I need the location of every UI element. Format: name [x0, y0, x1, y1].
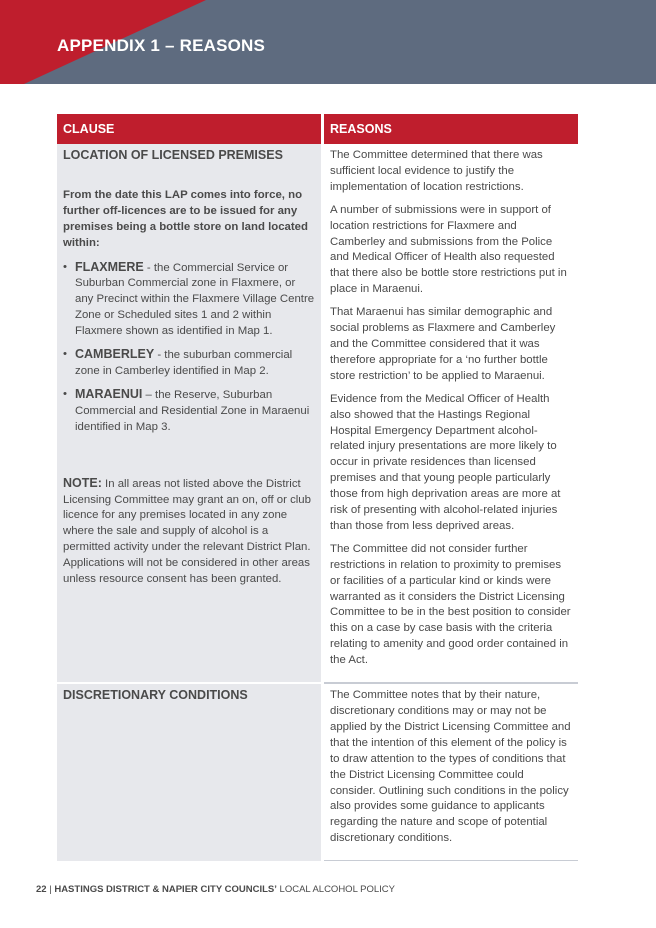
reasons-cell: [323, 683, 579, 861]
note-label: NOTE:: [63, 475, 102, 490]
table-row: [57, 144, 578, 683]
reason-paragraph: The Committee did not consider further restrictions in relation to proximity to premises or facilities of a particular kind or kinds were warranted as it considers the District Licensing Committee to be in the best position to consider this on a case by case basis with the criteria relating to amenity and good order contained in the Act.: [330, 542, 571, 667]
reason-paragraph: The Committee notes that by their nature, discretionary conditions may or may not be applied by the District Licensing Committee and that the intention of this element of the policy is to draw attention to the types of conditions that the District Licensing Committee could consider. Outlining such conditions in the policy also provides some guidance to applicants regarding the nature and scope of potential discretionary conditions.: [330, 689, 571, 845]
clause-note: [63, 476, 315, 588]
list-item: [63, 347, 315, 380]
note-text: In all areas not listed above the District Licensing Committee may grant an on, off or club licence for any premises located in any zone where the sale and supply of alcohol is a permitted activity under the relevant District Plan. Applications will not be considered in other areas unless resource consent has been granted.: [63, 477, 311, 586]
reasons-table: [57, 114, 578, 861]
reasons-cell: [323, 144, 579, 683]
footer-document-title: LOCAL ALCOHOL POLICY: [276, 884, 395, 895]
area-name: MARAENUI: [75, 386, 143, 401]
area-name: CAMBERLEY: [75, 347, 155, 362]
clause-title: DISCRETIONARY CONDITIONS: [63, 688, 248, 703]
page-header: [0, 0, 656, 84]
clause-cell: [57, 683, 323, 861]
list-item: [63, 260, 315, 341]
footer-organisation: HASTINGS DISTRICT & NAPIER CITY COUNCILS’: [54, 884, 277, 895]
area-description: - the suburban commercial zone in Camberley identified in Map 2.: [75, 349, 293, 377]
page-number: 22: [36, 884, 47, 895]
clause-title: LOCATION OF LICENSED PREMISES: [63, 148, 283, 162]
area-list: [63, 260, 315, 436]
reason-paragraph: Evidence from the Medical Officer of Health also showed that the Hastings Regional Hospital Emergency Department alcohol-related injury presentations are more likely to occur in private residences than licensed premises and that young people particularly those from high deprivation areas are more at risk of presenting with alcohol-related injuries than those from less deprived areas.: [330, 392, 561, 532]
reason-paragraph: The Committee determined that there was sufficient local evidence to justify the implementation of location restrictions.: [330, 149, 543, 193]
table-header-row: [57, 114, 578, 144]
table-row: [57, 683, 578, 861]
column-header-reasons: REASONS: [323, 114, 579, 144]
list-item: [63, 387, 315, 436]
reason-paragraph: A number of submissions were in support of location restrictions for Flaxmere and Camberley and submissions from the Police and Medical Officer of Health also requested that there also be bottle store restrictions put in place in Maraenui.: [330, 203, 567, 296]
area-description: - the Commercial Service or Suburban Commercial zone in Flaxmere, or any Precinct within the Flaxmere Village Centre Zone or Scheduled sites 1 and 2 within Flaxmere shown as identified in Map 1.: [75, 261, 315, 338]
clause-cell: [57, 144, 323, 683]
clause-intro: From the date this LAP comes into force, no further off-licences are to be issued for any premises being a bottle store on land located within:: [63, 188, 308, 249]
page-title: APPENDIX 1 – REASONS: [57, 36, 266, 55]
column-header-clause: CLAUSE: [57, 114, 323, 144]
footer-separator: |: [46, 884, 55, 895]
reason-paragraph: That Maraenui has similar demographic and social problems as Flaxmere and Camberley and the Committee considered that it was therefore appropriate for a ‘no further bottle store restriction’ to be applied to Maraenui.: [330, 306, 556, 382]
page-footer: [36, 884, 395, 895]
area-description: – the Reserve, Suburban Commercial and Residential Zone in Maraenui identified in Map 3.: [75, 388, 310, 433]
area-name: FLAXMERE: [75, 259, 144, 274]
